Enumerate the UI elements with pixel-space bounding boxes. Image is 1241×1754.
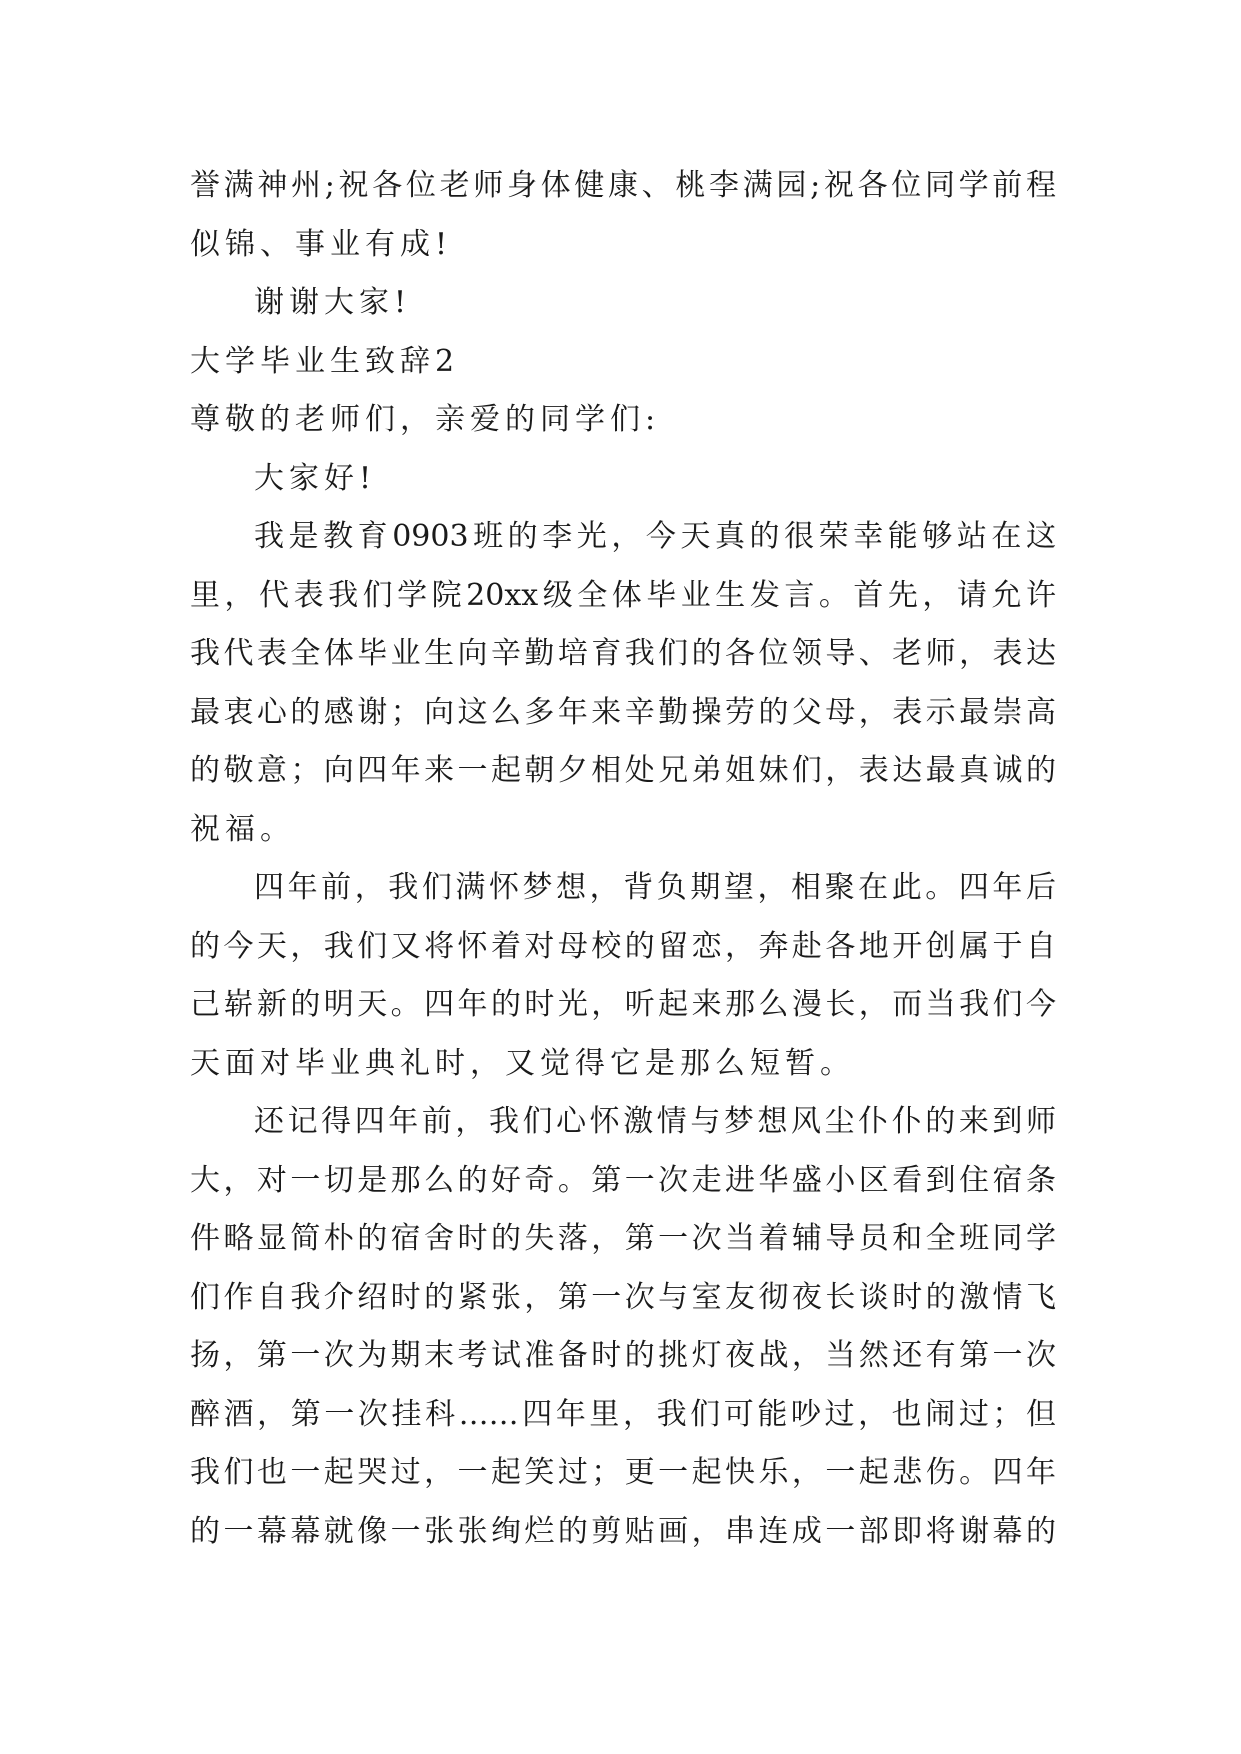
text-line: 还记得四年前，我们心怀激情与梦想风尘仆仆的来到师 [254, 1104, 1056, 1139]
greeting: 大家好! [254, 460, 377, 496]
text-line: 的今天，我们又将怀着对母校的留恋，奔赴各地开创属于自 [190, 928, 1056, 964]
text-line: 大，对一切是那么的好奇。第一次走进华盛小区看到住宿条 [190, 1162, 1056, 1198]
closing-thanks: 谢谢大家! [254, 285, 412, 320]
text-line: 醉酒，第一次挂科……四年里，我们可能吵过，也闹过；但 [190, 1396, 1056, 1432]
text-line: 里，代表我们学院20xx级全体毕业生发言。首先，请允许 [190, 577, 1056, 613]
salutation: 尊敬的老师们，亲爱的同学们: [190, 402, 661, 437]
text-line: 的敬意；向四年来一起朝夕相处兄弟姐妹们，表达最真诚的 [190, 753, 1056, 788]
text-line: 们作自我介绍时的紧张，第一次与室友彻夜长谈时的激情飞 [190, 1279, 1056, 1315]
text-line: 天面对毕业典礼时，又觉得它是那么短暂。 [190, 1045, 855, 1081]
section-title: 大学毕业生致辞2 [190, 343, 460, 379]
text-line: 四年前，我们满怀梦想，背负期望，相聚在此。四年后 [254, 870, 1056, 905]
text-line: 的一幕幕就像一张张绚烂的剪贴画，串连成一部即将谢幕的 [190, 1513, 1056, 1549]
text-line: 件略显简朴的宿舍时的失落，第一次当着辅导员和全班同学 [190, 1221, 1056, 1256]
text-line: 最衷心的感谢；向这么多年来辛勤操劳的父母，表示最崇高 [190, 694, 1056, 730]
document-body [190, 157, 1056, 1561]
text-line: 祝福。 [190, 811, 295, 847]
text-line: 我是教育0903班的李光，今天真的很荣幸能够站在这 [254, 519, 1056, 554]
text-line: 我们也一起哭过，一起笑过；更一起快乐，一起悲伤。四年 [190, 1455, 1056, 1490]
text-line: 似锦、事业有成! [190, 226, 453, 262]
text-line: 誉满神州;祝各位老师身体健康、桃李满园;祝各位同学前程 [190, 168, 1056, 203]
text-line: 我代表全体毕业生向辛勤培育我们的各位领导、老师，表达 [190, 636, 1056, 671]
text-line: 扬，第一次为期末考试准备时的挑灯夜战，当然还有第一次 [190, 1338, 1056, 1373]
text-line: 己崭新的明天。四年的时光，听起来那么漫长，而当我们今 [190, 987, 1056, 1022]
